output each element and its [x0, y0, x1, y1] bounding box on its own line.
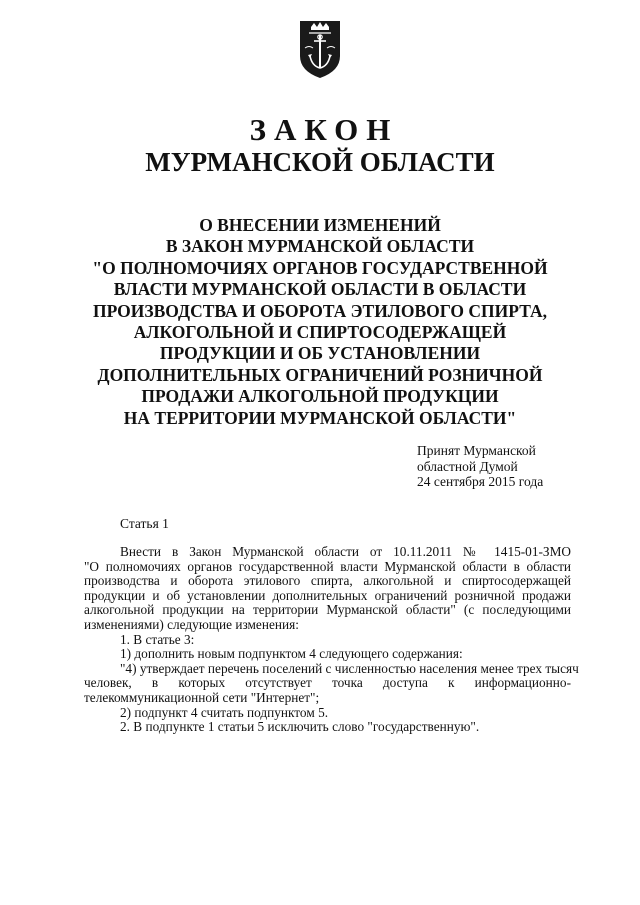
subject-line: АЛКОГОЛЬНОЙ И СПИРТОСОДЕРЖАЩЕЙ [133, 322, 507, 343]
subject-line: В ЗАКОН МУРМАНСКОЙ ОБЛАСТИ [165, 236, 475, 257]
subject-line: НА ТЕРРИТОРИИ МУРМАНСКОЙ ОБЛАСТИ" [123, 407, 517, 428]
adoption-date: 24 сентября 2015 года [417, 474, 544, 489]
adoption-line: Принят Мурманской [417, 443, 536, 458]
text-line: "4) утверждает перечень поселений с численностью населения менее трех тысяч [120, 660, 579, 676]
text-line: человек, в которых отсутствует точка доступа к информационно- [84, 675, 571, 691]
subject-line: ДОПОЛНИТЕЛЬНЫХ ОГРАНИЧЕНИЙ РОЗНИЧНОЙ [97, 364, 543, 385]
text-line: производства и оборота этилового спирта, алкогольной и спиртосодержащей [84, 573, 571, 589]
text-line: алкогольной продукции на территории Мурманской области" (с последующими [84, 602, 571, 618]
text-line: продукции и об установлении дополнительных ограничений розничной продажи [84, 587, 571, 603]
subject-line: "О ПОЛНОМОЧИЯХ ОРГАНОВ ГОСУДАРСТВЕННОЙ [92, 257, 548, 278]
subject-line: О ВНЕСЕНИИ ИЗМЕНЕНИЙ [199, 215, 441, 235]
text-line: "О полномочиях органов государственной власти Мурманской области в области [84, 558, 571, 574]
subject-line: ПРОДУКЦИИ И ОБ УСТАНОВЛЕНИИ [159, 343, 481, 364]
coat-of-arms-icon [297, 18, 343, 80]
text-line: 2. В подпункте 1 статьи 5 исключить слово "государственную". [120, 719, 480, 735]
text-line: изменениями) следующие изменения: [84, 616, 299, 632]
text-line: 1. В статье 3: [120, 631, 195, 647]
law-subject [60, 215, 580, 429]
adoption-line: областной Думой [417, 458, 518, 474]
article-heading: Статья 1 [120, 516, 169, 531]
subject-line: ВЛАСТИ МУРМАНСКОЙ ОБЛАСТИ В ОБЛАСТИ [113, 279, 527, 300]
text-line: 1) дополнить новым подпунктом 4 следующего содержания: [120, 646, 463, 662]
text-line: телекоммуникационной сети "Интернет"; [84, 689, 320, 705]
subject-line: ПРОИЗВОДСТВА И ОБОРОТА ЭТИЛОВОГО СПИРТА, [92, 300, 548, 321]
text-line: 2) подпункт 4 считать подпунктом 5. [120, 704, 329, 720]
law-title: ЗАКОН [249, 112, 399, 147]
subject-line: ПРОДАЖИ АЛКОГОЛЬНОЙ ПРОДУКЦИИ [141, 386, 499, 407]
adoption-note [417, 443, 543, 490]
law-region: МУРМАНСКОЙ ОБЛАСТИ [145, 147, 495, 177]
text-line: Внести в Закон Мурманской области от 10.11.2011 № 1415-01-ЗМО [120, 544, 571, 559]
article-body [84, 544, 579, 735]
